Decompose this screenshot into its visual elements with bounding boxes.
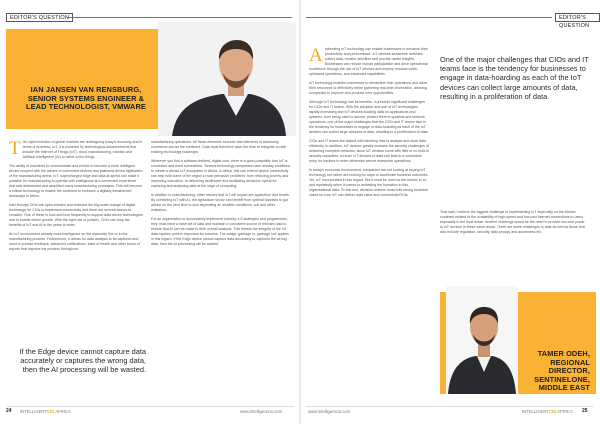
right-page-number: 25 — [582, 408, 588, 414]
left-col2-para: In addition to manufacturing, other sectors that IoT will impact are agriculture and health. By combining IoT with AI, the agriculture sector can benefit from optimal harvests to gut advice on the best time to sow depending on weather conditions, soil and other indicators. — [151, 192, 290, 213]
left-footer-rule — [6, 406, 294, 407]
left-pull-quote: If the Edge device cannot capture data accurately or captures the wrong data, then the AI processing will be wasted. — [19, 347, 146, 375]
right-footer-url[interactable]: www.intelligentcio.com — [308, 409, 351, 414]
right-col1-para: CIOs and IT teams are tasked with deciding how to analyse and store data efficiently. In addition, IoT devices greatly increase the security challenges of delivering complete networks, since IoT devices come with little or no built-in security capacities, so such IoT devices of data can lead to a vulnerable entry for hackers to enter otherwise secure enterprise operations. — [309, 139, 429, 164]
right-footer-brand: INTELLIGENTCIO AFRICA — [522, 409, 573, 414]
right-article-col1 — [309, 47, 429, 202]
right-header-rule — [306, 17, 552, 18]
left-person-photo — [158, 22, 296, 136]
right-col1-para: IoT technology enables businesses to streamline their operations and allow their resources to effectively refine gathering real-time information, allowing companies to improve and produce new opportunities. — [309, 81, 428, 96]
left-col1-para: Intel through CIOs are open-minded and embrace the big-scale change of digital technology for CIOs to implement connectivity and there are several factors to consider. One of these is how and how frequently to support data driven technologies and to enable driven growth. With the right mix of policies, CIOs can reap the benefits of IoT and AI in the years to enter. — [9, 203, 143, 228]
right-pull-quote: One of the major challenges that CIOs and IT teams face is the tendency for businesses to engage in data-hoarding as each of the IoT devices can collect large amounts of data, resulting in a proliferation of data. — [440, 55, 589, 101]
left-footer-url[interactable]: www.intelligentcio.com — [240, 409, 283, 414]
left-person-name: IAN JANSEN VAN RENSBURG, SENIOR SYSTEMS ENGINEER & LEAD TECHNOLOGIST, VMWARE — [26, 85, 146, 112]
portrait-man-icon — [158, 22, 296, 136]
left-col2-para: Wherever you find a software-defined, digital core, there is a good possibility that IoT is connected and used somewhere. Several technology companies have already mobilised to create a vibrant IoT ecosystem in Africa. In Africa, this can extend device connectivity can help with some of the region's most pervasive problems: from reducing poverty and improving education, to delivering healthcare and facilitating decisions hybrid for capturing and analysing data at the edge of computing. — [151, 158, 290, 189]
left-article-col2 — [151, 140, 291, 251]
left-article-col1 — [9, 140, 143, 256]
right-col2-para: That said, I believe the biggest challenge to implementing IoT especially on the African continent related to the availability of high-speed and low-cost internet connections to users especially in the rural areas. Another challenge would be the need to provide low-cost power to IoT devices in these same areas. There are some challenges to date as well as those that also include regulation, security, data privacy and awareness etc. — [440, 210, 585, 235]
left-col1-para: The ability of machines to communicate and evolve to become a more intelligent device coupled with the advent of connected devices and platforms drives digitisation of the manufacturing arena. IoT, supercharged edge and data at speed can make it possible for manufacturing to operate with intelligence at a connected experience that was determined and simplified many manufacturing processes. This will become a critical technology to enable the continent to embrace a digitally transformed landscape in Africa. — [9, 163, 143, 199]
right-person-name: TAMER ODEH, REGIONAL DIRECTOR, SENTINELONE, MIDDLE EAST — [534, 349, 590, 393]
right-footer-rule — [306, 406, 594, 407]
right-article-col2 — [440, 210, 588, 239]
left-header-rule — [67, 17, 292, 18]
left-footer-brand: INTELLIGENTCIO AFRICA — [20, 409, 71, 414]
left-section-tag: EDITOR'S QUESTION — [6, 13, 73, 22]
right-col1-para: In today's economic environment, companies are not looking at buying IoT technology but rather are looking for ways to accelerate business outcomes. Yet, IoT incorporated in this regard. But it must be used as the means to so and repeatedly when it comes to activating the formation in this organisational data. To this end, decision-makers must hold strong business cases for how IoT can deliver data value and commercial ROIs. — [309, 167, 429, 198]
left-col2-para: manufacturing operations. All these elements become vital elements in accessing commerce across the continent. Data must therefore have the time to integrate on site existing technology roadmaps. — [151, 140, 287, 155]
right-col1-para: Although IoT technology has its benefits, it presents significant challenges for CIOs and IT teams. With the adoption and use of IoT technologies rapidly increasing and IoT devices flooding data on applications and systems, from being used to secure, protect them in systems and network operations, one of the major challenges that the CIOs and IT teams face is the tendency for businesses to engage in data-hoarding as each of the IoT devices can collect large amounts of data, resulting in a proliferation of data. — [309, 99, 429, 135]
left-col1-para: The rapid evolution of global markets are redesigning today's economy and in terms of business, IoT, it is powered by technological advancements that include the Internet of Things (IoT), cloud manufacturing, robotics and Artificial Intelligence (AI) to name a few things. — [9, 138, 143, 160]
right-person-photo — [446, 286, 518, 394]
right-section-tag: EDITOR'S QUESTION — [555, 13, 600, 22]
dropcap-a: A — [309, 45, 323, 66]
left-page-number: 24 — [6, 408, 12, 414]
left-col1-para: An IoT environment already more intelligence on the assembly line or in the manufacturing process. Furthermore, it allows for data analysis to be captured and used to provide feedback, advanced notifications, state of health and other forms of reports that improve the process throughout. — [9, 232, 140, 252]
left-col2-para: For an organisation to successfully implement Industry 4.0 strategies and programmes, they must have a base set of data and maintain a consistent source of relevant data to ensure that AI can be made to their overall analysis. This means the integrity of the IoT data capture point is important for success. The adage 'garbage in, garbage out' applies in this regard. If the Edge device cannot capture data accurately or captures the wrong data, then the AI processing will be wasted. — [151, 216, 289, 247]
right-col1-para: Addressing IoT technology can enable businesses to enhance their productivity and performance. IoT devices streamline activities, collect data, monitor activities and provide useful insights. Businesses can reduce human participation and drive operational excellence through the use of IoT devices and employ reduced costs, optimised operations, and enhanced capabilities. — [309, 45, 428, 77]
portrait-man-icon — [446, 286, 518, 394]
dropcap-t: T — [9, 138, 21, 159]
page-fold — [299, 0, 301, 424]
